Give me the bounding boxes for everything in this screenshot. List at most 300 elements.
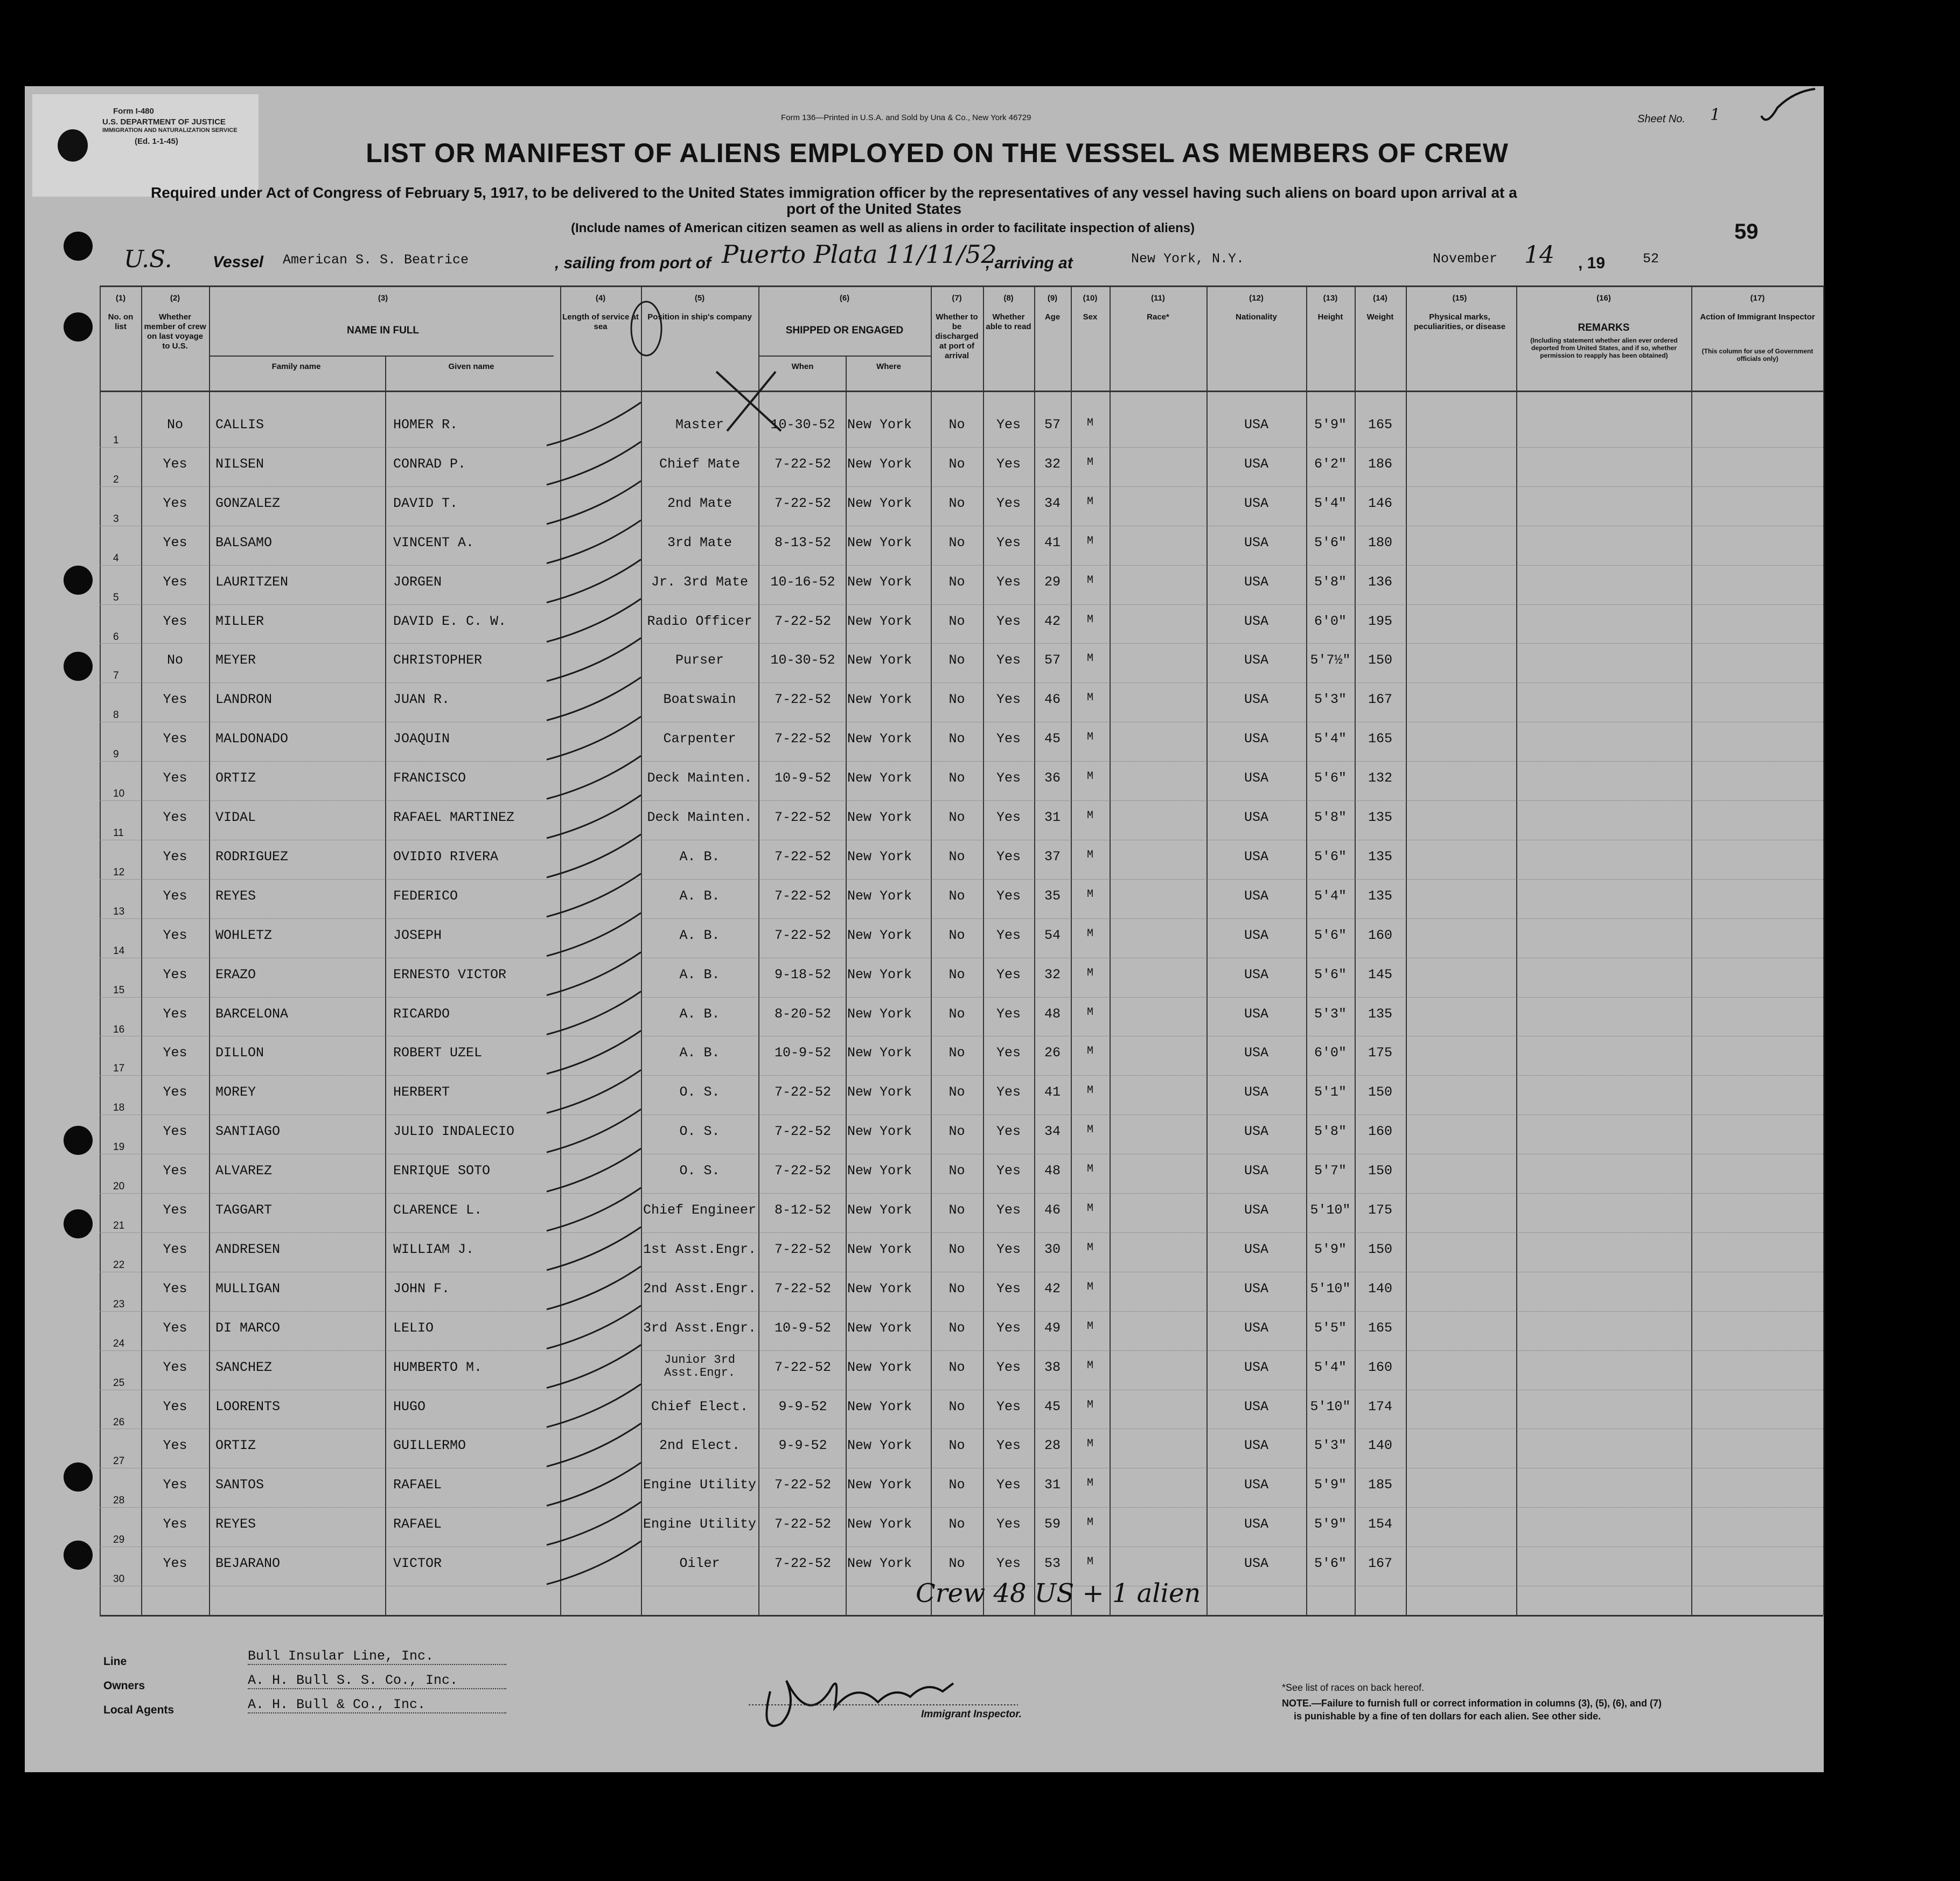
crew-sex: M — [1086, 574, 1093, 587]
crew-where: New York — [847, 927, 912, 943]
penalty-note-2: is punishable by a fine of ten dollars for each alien. See other side. — [1294, 1711, 1601, 1722]
column-header: Whether to be discharged at port of arrival — [935, 312, 979, 360]
crew-nationality: USA — [1244, 1516, 1268, 1532]
crew-weight: 135 — [1368, 1006, 1392, 1022]
arrival-month: November — [1433, 251, 1498, 267]
crew-nationality: USA — [1244, 1163, 1268, 1179]
crew-last: Yes — [163, 1516, 187, 1532]
crew-sex: M — [1086, 927, 1093, 940]
crew-given: HOMER R. — [393, 417, 458, 433]
crew-when: 7-22-52 — [774, 810, 832, 825]
service-slash — [547, 1502, 641, 1545]
crew-given: RICARDO — [393, 1006, 450, 1022]
crew-read: Yes — [996, 810, 1021, 825]
row-number: 1 — [113, 435, 119, 446]
crew-where: New York — [847, 1084, 912, 1100]
crew-height: 5'10" — [1310, 1398, 1351, 1415]
crew-where: New York — [847, 1320, 912, 1336]
crew-nationality: USA — [1244, 731, 1268, 747]
column-number: (17) — [1750, 294, 1765, 303]
row-number: 2 — [113, 473, 119, 485]
crew-age: 34 — [1044, 495, 1061, 511]
crew-family: ORTIZ — [215, 770, 256, 786]
crew-weight: 185 — [1368, 1477, 1392, 1493]
crew-given: ROBERT UZEL — [393, 1045, 483, 1061]
crew-nationality: USA — [1244, 1398, 1268, 1415]
crew-height: 5'4" — [1314, 888, 1347, 904]
shipped-where-header: Where — [876, 362, 901, 371]
crew-weight: 167 — [1368, 692, 1392, 708]
crew-sex: M — [1086, 770, 1093, 783]
service-slash — [547, 795, 641, 838]
column-header: REMARKS — [1578, 322, 1630, 333]
service-slash — [547, 1266, 641, 1309]
column-header: No. on list — [108, 312, 134, 331]
crew-height: 5'6" — [1314, 848, 1347, 865]
crew-last: Yes — [163, 966, 187, 983]
crew-sex: M — [1086, 1202, 1093, 1215]
crew-height: 5'6" — [1314, 534, 1347, 551]
crew-read: Yes — [996, 1438, 1021, 1454]
column-header: NAME IN FULL — [346, 325, 420, 336]
crew-nationality: USA — [1244, 1438, 1268, 1454]
column-number: (9) — [1047, 294, 1058, 303]
row-number: 19 — [113, 1141, 125, 1153]
crew-position: Deck Mainten. — [647, 770, 752, 786]
crew-when: 9-18-52 — [774, 966, 832, 983]
crew-given: JOHN F. — [393, 1280, 450, 1297]
crew-age: 45 — [1044, 731, 1061, 747]
subtitle-line-1: Required under Act of Congress of February 5, 1917, to be delivered to the United States immigration officer by the representatives of any vessel having such aliens on board upon arrival at a — [151, 184, 1517, 201]
crew-position: Boatswain — [663, 692, 736, 708]
crew-read: Yes — [996, 574, 1021, 590]
crew-last: Yes — [163, 810, 187, 825]
given-name-header: Given name — [448, 362, 494, 371]
crew-discharged: No — [948, 1398, 965, 1415]
crew-age: 49 — [1044, 1320, 1061, 1336]
printer-line: Form 136—Printed in U.S.A. and Sold by Una & Co., New York 46729 — [781, 113, 1031, 122]
shipped-when-header: When — [791, 362, 814, 371]
crew-position: Engine Utility — [643, 1477, 757, 1493]
service-slash — [547, 402, 641, 445]
column-number: (10) — [1083, 294, 1098, 303]
column-number: (13) — [1323, 294, 1338, 303]
service-slash — [547, 1109, 641, 1152]
crew-nationality: USA — [1244, 1477, 1268, 1493]
crew-when: 7-22-52 — [774, 613, 832, 629]
crew-position: 1st Asst.Engr. — [643, 1241, 757, 1257]
crew-sex: M — [1086, 731, 1093, 744]
crew-weight: 186 — [1368, 456, 1392, 472]
crew-last: Yes — [163, 888, 187, 904]
crew-when: 7-22-52 — [774, 692, 832, 708]
crew-age: 46 — [1044, 1202, 1061, 1218]
crew-given: RAFAEL MARTINEZ — [393, 810, 515, 825]
crew-family: LANDRON — [215, 692, 273, 708]
crew-position: A. B. — [679, 1045, 720, 1061]
crew-height: 5'8" — [1314, 1124, 1347, 1140]
crew-when: 10-9-52 — [774, 1320, 832, 1336]
crew-sex: M — [1086, 1359, 1093, 1372]
crew-family: REYES — [215, 1516, 256, 1532]
crew-last: Yes — [163, 770, 187, 786]
column-header: Age — [1044, 312, 1061, 322]
crew-position: Radio Officer — [647, 613, 752, 629]
arriving-label: , arriving at — [986, 254, 1073, 272]
crew-weight: 132 — [1368, 770, 1392, 786]
crew-last: Yes — [163, 1045, 187, 1061]
sheet-number: 1 — [1710, 106, 1721, 124]
crew-sex: M — [1086, 417, 1093, 429]
crew-sex: M — [1086, 1438, 1093, 1451]
crew-read: Yes — [996, 417, 1021, 433]
crew-given: JOSEPH — [393, 927, 442, 943]
crew-read: Yes — [996, 1202, 1021, 1218]
crew-height: 5'9" — [1314, 417, 1347, 433]
races-note: *See list of races on back hereof. — [1282, 1682, 1425, 1693]
crew-read: Yes — [996, 613, 1021, 629]
crew-given: HUMBERTO M. — [393, 1359, 483, 1375]
crew-where: New York — [847, 534, 912, 551]
crew-nationality: USA — [1244, 810, 1268, 825]
crew-age: 53 — [1044, 1556, 1061, 1572]
service-slash — [547, 599, 641, 642]
crew-discharged: No — [948, 692, 965, 708]
crew-read: Yes — [996, 770, 1021, 786]
crew-nationality: USA — [1244, 1084, 1268, 1100]
crew-given: CHRISTOPHER — [393, 652, 483, 668]
crew-family: DILLON — [215, 1045, 264, 1061]
crew-last: Yes — [163, 1006, 187, 1022]
crew-last: Yes — [163, 1202, 187, 1218]
crew-nationality: USA — [1244, 927, 1268, 943]
row-number: 23 — [113, 1298, 125, 1310]
crew-discharged: No — [948, 1241, 965, 1257]
crew-where: New York — [847, 574, 912, 590]
crew-where: New York — [847, 1280, 912, 1297]
crew-age: 59 — [1044, 1516, 1061, 1532]
crew-discharged: No — [948, 966, 965, 983]
crew-sex: M — [1086, 692, 1093, 705]
crew-given: DAVID E. C. W. — [393, 613, 507, 629]
year-prefix: , 19 — [1578, 254, 1606, 272]
crew-when: 7-22-52 — [774, 927, 832, 943]
row-number: 27 — [113, 1455, 125, 1467]
column-header: Physical marks, peculiarities, or disease — [1413, 312, 1506, 331]
crew-age: 35 — [1044, 888, 1061, 904]
crew-age: 57 — [1044, 652, 1061, 668]
crew-last: Yes — [163, 1280, 187, 1297]
crew-weight: 175 — [1368, 1045, 1392, 1061]
column-number: (2) — [170, 294, 180, 303]
crew-discharged: No — [948, 1006, 965, 1022]
crew-read: Yes — [996, 1556, 1021, 1572]
crew-read: Yes — [996, 927, 1021, 943]
crew-nationality: USA — [1244, 534, 1268, 551]
arrival-year: 52 — [1643, 251, 1659, 267]
crew-weight: 146 — [1368, 495, 1392, 511]
service-slash — [547, 992, 641, 1035]
crew-read: Yes — [996, 1320, 1021, 1336]
crew-sex: M — [1086, 966, 1093, 979]
crew-height: 6'0" — [1314, 613, 1347, 629]
crew-discharged: No — [948, 810, 965, 825]
column-number: (3) — [378, 294, 388, 303]
crew-sex: M — [1086, 1280, 1093, 1293]
crew-where: New York — [847, 848, 912, 865]
crew-last: Yes — [163, 1124, 187, 1140]
crew-when: 9-9-52 — [778, 1438, 827, 1454]
crew-when: 10-9-52 — [774, 770, 832, 786]
crew-discharged: No — [948, 1359, 965, 1375]
crew-family: MOREY — [215, 1084, 256, 1100]
crew-age: 57 — [1044, 417, 1061, 433]
service-slash — [547, 913, 641, 956]
column-number: (14) — [1373, 294, 1387, 303]
crew-last: Yes — [163, 731, 187, 747]
crew-given: JUAN R. — [393, 692, 450, 708]
crew-weight: 160 — [1368, 1359, 1392, 1375]
crew-height: 5'3" — [1314, 1006, 1347, 1022]
agents-label: Local Agents — [103, 1704, 175, 1716]
crew-last: No — [166, 652, 183, 668]
crew-given: FEDERICO — [393, 888, 458, 904]
crew-discharged: No — [948, 1320, 965, 1336]
row-number: 4 — [113, 552, 119, 564]
crew-read: Yes — [996, 1084, 1021, 1100]
crew-weight: 140 — [1368, 1280, 1392, 1297]
column-number: (16) — [1596, 294, 1611, 303]
crew-read: Yes — [996, 456, 1021, 472]
column-header: Whether able to read — [986, 312, 1031, 331]
crew-age: 45 — [1044, 1398, 1061, 1415]
crew-when: 8-20-52 — [774, 1006, 832, 1022]
crew-when: 7-22-52 — [774, 1280, 832, 1297]
crew-position: Chief Engineer — [643, 1202, 757, 1218]
crew-last: Yes — [163, 574, 187, 590]
subtitle-line-3: (Include names of American citizen seamen as well as aliens in order to facilitate inspection of aliens) — [571, 221, 1195, 235]
row-number: 28 — [113, 1495, 125, 1507]
crew-position: O. S. — [679, 1124, 720, 1140]
crew-discharged: No — [948, 1084, 965, 1100]
crew-age: 46 — [1044, 692, 1061, 708]
sheet-label: Sheet No. — [1637, 113, 1685, 125]
service-slash — [547, 1423, 641, 1466]
crew-age: 42 — [1044, 1280, 1061, 1297]
crew-discharged: No — [948, 1045, 965, 1061]
crew-age: 36 — [1044, 770, 1061, 786]
crew-where: New York — [847, 1006, 912, 1022]
crew-nationality: USA — [1244, 692, 1268, 708]
crew-where: New York — [847, 1045, 912, 1061]
service-slash — [547, 520, 641, 563]
service-slash — [547, 874, 641, 917]
crew-given: JOAQUIN — [393, 731, 450, 747]
crew-read: Yes — [996, 1124, 1021, 1140]
service-slash — [547, 1227, 641, 1270]
crew-weight: 160 — [1368, 927, 1392, 943]
stamp-edition: (Ed. 1-1-45) — [135, 137, 178, 146]
crew-family: ORTIZ — [215, 1438, 256, 1454]
service-slash — [547, 756, 641, 799]
crew-discharged: No — [948, 495, 965, 511]
crew-when: 7-22-52 — [774, 495, 832, 511]
crew-family: MALDONADO — [215, 731, 289, 747]
crew-nationality: USA — [1244, 1045, 1268, 1061]
crew-height: 5'6" — [1314, 770, 1347, 786]
crew-read: Yes — [996, 966, 1021, 983]
crew-height: 5'8" — [1314, 574, 1347, 590]
crew-where: New York — [847, 770, 912, 786]
crew-family: NILSEN — [215, 456, 264, 472]
crew-family: RODRIGUEZ — [215, 848, 289, 865]
crew-age: 41 — [1044, 1084, 1061, 1100]
crew-weight: 180 — [1368, 534, 1392, 551]
column-header: Height — [1317, 312, 1343, 322]
crew-sex: M — [1086, 1241, 1093, 1254]
zero-mark — [631, 302, 661, 356]
crew-read: Yes — [996, 731, 1021, 747]
crew-position: Oiler — [679, 1556, 720, 1572]
crew-given: ENRIQUE SOTO — [393, 1163, 491, 1179]
crew-family: CALLIS — [215, 417, 264, 433]
row-number: 20 — [113, 1181, 125, 1193]
crew-where: New York — [847, 888, 912, 904]
crew-age: 29 — [1044, 574, 1061, 590]
crew-sex: M — [1086, 810, 1093, 822]
crew-position: 2nd Mate — [667, 495, 733, 511]
crew-age: 48 — [1044, 1006, 1061, 1022]
service-slash — [547, 677, 641, 720]
crew-age: 37 — [1044, 848, 1061, 865]
crew-discharged: No — [948, 1202, 965, 1218]
vessel-name: American S. S. Beatrice — [283, 252, 469, 268]
crew-weight: 150 — [1368, 1163, 1392, 1179]
row-number: 18 — [113, 1102, 125, 1114]
crew-sex: M — [1086, 613, 1093, 626]
crew-sex: M — [1086, 1556, 1093, 1569]
owners-label: Owners — [103, 1680, 145, 1692]
crew-last: Yes — [163, 927, 187, 943]
crew-nationality: USA — [1244, 613, 1268, 629]
crew-nationality: USA — [1244, 1202, 1268, 1218]
crew-read: Yes — [996, 1045, 1021, 1061]
crew-discharged: No — [948, 927, 965, 943]
row-number: 15 — [113, 984, 125, 996]
crew-position: A. B. — [679, 927, 720, 943]
crew-last: Yes — [163, 1359, 187, 1375]
crew-age: 30 — [1044, 1241, 1061, 1257]
crew-read: Yes — [996, 1477, 1021, 1493]
crew-discharged: No — [948, 417, 965, 433]
crew-given: VICTOR — [393, 1556, 442, 1572]
crew-when: 10-30-52 — [770, 417, 835, 433]
crew-sex: M — [1086, 534, 1093, 547]
crew-last: Yes — [163, 1241, 187, 1257]
crew-given: OVIDIO RIVERA — [393, 848, 499, 865]
column-number: (12) — [1249, 294, 1264, 303]
row-number: 5 — [113, 591, 119, 603]
crew-read: Yes — [996, 1359, 1021, 1375]
service-slash — [547, 1188, 641, 1231]
vessel-label: Vessel — [213, 253, 263, 271]
crew-when: 7-22-52 — [774, 848, 832, 865]
row-number: 8 — [113, 709, 119, 721]
crew-height: 5'1" — [1314, 1084, 1347, 1100]
crew-discharged: No — [948, 888, 965, 904]
arriving-port: New York, N.Y. — [1131, 251, 1245, 267]
crew-read: Yes — [996, 652, 1021, 668]
crew-given: HUGO — [393, 1398, 426, 1415]
crew-family: BALSAMO — [215, 534, 273, 551]
column-number: (6) — [839, 294, 850, 303]
crew-nationality: USA — [1244, 495, 1268, 511]
crew-age: 28 — [1044, 1438, 1061, 1454]
crew-when: 7-22-52 — [774, 456, 832, 472]
crew-family: BEJARANO — [215, 1556, 281, 1572]
crew-height: 5'4" — [1314, 495, 1347, 511]
crew-given: RAFAEL — [393, 1516, 442, 1532]
inspector-signature — [749, 1659, 1029, 1740]
crew-sex: M — [1086, 652, 1093, 665]
crew-last: Yes — [163, 848, 187, 865]
crew-age: 32 — [1044, 456, 1061, 472]
crew-weight: 150 — [1368, 1241, 1392, 1257]
crew-last: Yes — [163, 456, 187, 472]
penalty-note-1: NOTE.—Failure to furnish full or correct information in columns (3), (5), (6), and (7) — [1282, 1698, 1662, 1709]
crew-given: LELIO — [393, 1320, 434, 1336]
crew-family: VIDAL — [215, 810, 256, 825]
crew-position: Chief Mate — [659, 456, 741, 472]
crew-height: 6'2" — [1314, 456, 1347, 472]
family-name-header: Family name — [271, 362, 321, 371]
crew-when: 7-22-52 — [774, 1124, 832, 1140]
crew-read: Yes — [996, 1516, 1021, 1532]
crew-where: New York — [847, 1438, 912, 1454]
crew-weight: 135 — [1368, 810, 1392, 825]
crew-given: JULIO INDALECIO — [393, 1124, 515, 1140]
crew-discharged: No — [948, 1516, 965, 1532]
row-number: 10 — [113, 788, 125, 800]
tally-note: Crew 48 US + 1 alien — [916, 1578, 1201, 1608]
crew-position: Deck Mainten. — [647, 810, 752, 825]
crew-position: Carpenter — [663, 731, 736, 747]
crew-height: 5'6" — [1314, 966, 1347, 983]
crew-discharged: No — [948, 1280, 965, 1297]
crew-height: 5'9" — [1314, 1477, 1347, 1493]
crew-read: Yes — [996, 1398, 1021, 1415]
crew-last: Yes — [163, 1438, 187, 1454]
crew-weight: 150 — [1368, 652, 1392, 668]
crew-where: New York — [847, 810, 912, 825]
crew-last: Yes — [163, 1398, 187, 1415]
crew-nationality: USA — [1244, 417, 1268, 433]
crew-sex: M — [1086, 456, 1093, 469]
crew-given: JORGEN — [393, 574, 442, 590]
service-slash — [547, 1462, 641, 1506]
row-number: 21 — [113, 1220, 125, 1231]
crew-family: SANTOS — [215, 1477, 264, 1493]
crew-position: Junior 3rd Asst.Engr. — [664, 1353, 736, 1380]
stamp-form: Form I-480 — [113, 107, 154, 116]
crew-position: O. S. — [679, 1084, 720, 1100]
crew-age: 31 — [1044, 1477, 1061, 1493]
column-number: (8) — [1003, 294, 1014, 303]
crew-height: 5'7" — [1314, 1163, 1347, 1179]
crew-when: 7-22-52 — [774, 731, 832, 747]
action-note: (This column for use of Government officials only) — [1701, 347, 1813, 363]
crew-where: New York — [847, 966, 912, 983]
